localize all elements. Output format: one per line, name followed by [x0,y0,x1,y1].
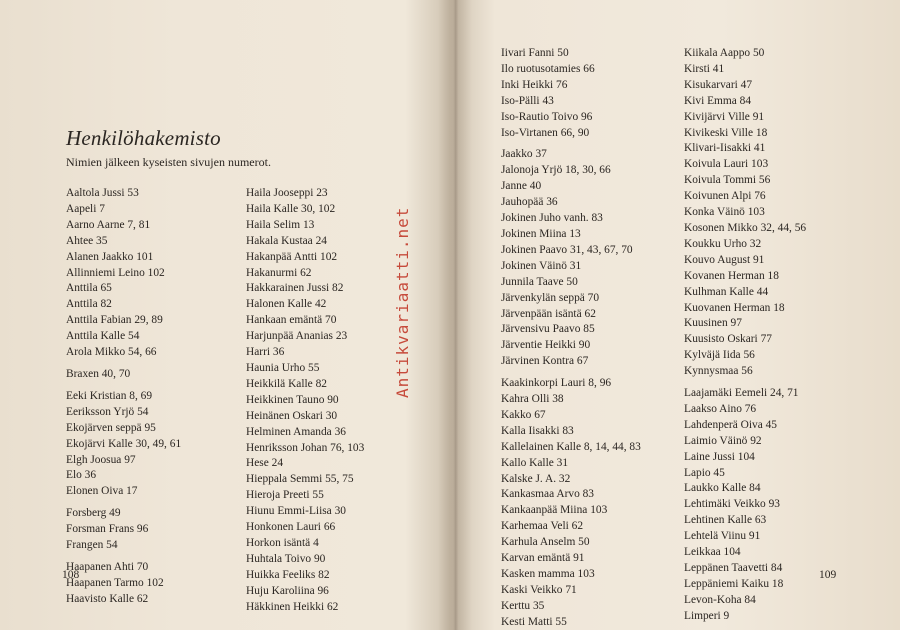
index-entry: Laukko Kalle 84 [684,482,761,495]
index-entry: Kesti Matti 55 [501,615,567,628]
index-entry: Jaakko 37 [501,148,547,161]
index-entry: Kallo Kalle 31 [501,456,569,469]
index-entry: Allinniemi Leino 102 [66,266,165,279]
index-entry: Hieppala Semmi 55, 75 [246,473,354,486]
index-entry: Kovanen Herman 18 [684,269,779,282]
index-entry: Forsman Frans 96 [66,523,149,536]
index-entry: Kirsti 41 [684,62,725,75]
index-entry: Kasken mamma 103 [501,568,595,580]
index-entry: Hakala Kustaa 24 [246,234,327,247]
index-entry: Elgh Joosua 97 [66,453,136,466]
index-entry: Heikkilä Kalle 82 [246,377,327,390]
index-entry: Haunia Urho 55 [246,361,320,374]
index-entry: Kakko 67 [501,408,546,421]
index-entry: Kiikala Aappo 50 [684,47,765,59]
index-entry: Henriksson Johan 76, 103 [246,441,365,454]
index-entry: Laakso Aino 76 [684,402,757,415]
index-entry: Järventie Heikki 90 [501,339,591,352]
index-entry: Elonen Oiva 17 [66,485,138,498]
index-entry: Kivijärvi Ville 91 [684,110,765,123]
index-entry: Haavisto Kalle 62 [66,592,149,605]
index-entry: Huju Karoliina 96 [246,584,329,597]
index-entry: Konka Väinö 103 [684,206,765,219]
index-entry: Kuovanen Herman 18 [684,301,785,314]
index-group [66,560,181,608]
index-entry: Eeriksson Yrjö 54 [66,405,149,418]
index-entry: Iso-Rautio Toivo 96 [501,110,593,123]
index-column [246,186,364,621]
index-entry: Kylväjä Iida 56 [684,349,755,362]
index-entry: Hieroja Preeti 55 [246,489,324,502]
index-entry: Halonen Kalle 42 [246,298,327,311]
index-entry: Lahdenperä Oiva 45 [684,418,777,431]
index-entry: Iso-Virtanen 66, 90 [501,126,590,139]
page-title: Henkilöhakemisto [66,126,221,150]
index-entry: Aarno Aarne 7, 81 [66,218,151,231]
index-entry: Karhemaa Veli 62 [501,520,584,533]
index-entry: Huhtala Toivo 90 [246,552,326,565]
index-entry: Kuusinen 97 [684,317,742,330]
index-entry: Junnila Taave 50 [501,275,578,288]
index-entry: Laine Jussi 104 [684,450,755,463]
index-entry: Frangen 54 [66,539,118,552]
index-group [66,389,181,500]
index-entry: Elo 36 [66,469,97,482]
index-entry: Horkon isäntä 4 [246,536,319,549]
index-entry: Koivula Lauri 103 [684,158,769,171]
index-entry: Haila Jooseppi 23 [246,187,328,199]
index-group [66,506,181,554]
index-entry: Laajamäki Eemeli 24, 71 [684,387,799,400]
index-entry: Kivi Emma 84 [684,94,752,107]
index-entry: Hakanpää Antti 102 [246,250,338,263]
index-entry: Arola Mikko 54, 66 [66,346,157,359]
index-entry: Ekojärvi Kalle 30, 49, 61 [66,437,182,450]
index-group [501,46,641,141]
index-entry: Laimio Väinö 92 [684,434,762,447]
page-number: 108 [62,569,80,581]
watermark-text: Antikvariaatti.net [393,206,412,398]
index-entry: Eeki Kristian 8, 69 [66,389,153,402]
index-entry: Kulhman Kalle 44 [684,285,769,298]
index-entry: Hakanurmi 62 [246,266,312,279]
index-entry: Haapanen Ahti 70 [66,560,149,573]
index-entry: Anttila 82 [66,298,112,311]
index-entry: Leppänen Taavetti 84 [684,562,783,574]
index-entry: Kallelainen Kalle 8, 14, 44, 83 [501,440,641,453]
index-entry: Karhula Anselm 50 [501,536,590,549]
index-entry: Kahra Olli 38 [501,393,564,406]
index-entry: Jokinen Juho vanh. 83 [501,212,603,225]
index-entry: Kalske J. A. 32 [501,472,571,485]
index-entry: Järvenkylän seppä 70 [501,291,600,304]
index-entry: Ekojärven seppä 95 [66,421,156,434]
index-entry: Kynnysmaa 56 [684,365,753,378]
index-entry: Haapanen Tarmo 102 [66,576,164,589]
index-entry: Kouvo August 91 [684,253,765,266]
index-group [684,46,806,380]
index-entry: Anttila 65 [66,282,112,295]
index-entry: Lehtelä Viinu 91 [684,530,761,543]
index-entry: Kuusisto Oskari 77 [684,333,772,346]
index-column [684,46,806,630]
index-entry: Inki Heikki 76 [501,78,568,91]
index-entry: Järvensivu Paavo 85 [501,323,595,336]
index-entry: Limperi 9 [684,609,730,622]
index-entry: Jokinen Väinö 31 [501,259,582,272]
index-entry: Järvinen Kontra 67 [501,355,589,368]
index-group [501,376,641,630]
index-group [66,186,181,361]
index-entry: Järvenpään isäntä 62 [501,307,596,320]
index-entry: Braxen 40, 70 [66,367,131,380]
index-entry: Kisukarvari 47 [684,78,753,91]
index-entry: Iso-Pälli 43 [501,94,554,107]
page-number: 109 [819,569,837,581]
index-entry: Jalonoja Yrjö 18, 30, 66 [501,164,611,177]
index-entry: Janne 40 [501,180,542,193]
index-entry: Honkonen Lauri 66 [246,521,336,534]
index-entry: Koukku Urho 32 [684,237,762,250]
index-entry: Haila Selim 13 [246,218,315,231]
index-entry: Jokinen Miina 13 [501,227,581,240]
index-entry: Lehtimäki Veikko 93 [684,498,780,511]
index-entry: Anttila Kalle 54 [66,330,140,343]
index-entry: Kankaanpää Miina 103 [501,504,608,517]
index-group [66,367,181,383]
index-entry: Helminen Amanda 36 [246,425,346,438]
index-entry: Hiunu Emmi-Liisa 30 [246,505,346,518]
index-entry: Ilo ruotusotamies 66 [501,62,595,75]
index-entry: Aaltola Jussi 53 [66,187,139,199]
index-entry: Heikkinen Tauno 90 [246,393,339,406]
index-entry: Klivari-Iisakki 41 [684,142,766,155]
index-entry: Kivikeski Ville 18 [684,126,768,139]
index-entry: Anttila Fabian 29, 89 [66,314,163,327]
index-entry: Huikka Feeliks 82 [246,568,330,581]
index-entry: Kerttu 35 [501,599,545,612]
index-group [246,186,364,615]
index-entry: Koivula Tommi 56 [684,174,771,187]
index-column [66,186,181,614]
index-entry: Lehtinen Kalle 63 [684,514,767,527]
index-entry: Häkkinen Heikki 62 [246,600,339,613]
index-entry: Iivari Fanni 50 [501,47,569,59]
index-entry: Leikkaa 104 [684,546,741,559]
index-entry: Karvan emäntä 91 [501,552,585,565]
index-entry: Alanen Jaakko 101 [66,250,154,263]
index-entry: Forsberg 49 [66,507,121,520]
index-entry: Kaakinkorpi Lauri 8, 96 [501,377,612,390]
index-entry: Leppäniemi Kaiku 18 [684,577,784,590]
index-entry: Lapio 45 [684,466,725,479]
index-entry: Harjunpää Ananias 23 [246,330,348,343]
index-column [501,46,641,630]
index-group [501,147,641,370]
index-entry: Kaski Veikko 71 [501,583,577,596]
index-entry: Jokinen Paavo 31, 43, 67, 70 [501,243,633,256]
index-entry: Hakkarainen Jussi 82 [246,282,344,295]
index-entry: Koivunen Alpi 76 [684,190,766,203]
index-entry: Harri 36 [246,346,285,359]
index-entry: Aapeli 7 [66,202,105,215]
index-entry: Haila Kalle 30, 102 [246,202,336,215]
index-entry: Heinänen Oskari 30 [246,409,338,422]
right-page [450,0,900,630]
index-entry: Ahtee 35 [66,234,108,247]
index-entry: Kankasmaa Arvo 83 [501,488,594,501]
index-entry: Jauhopää 36 [501,196,558,209]
index-group [684,386,806,625]
index-entry: Hankaan emäntä 70 [246,314,337,327]
index-entry: Kalla Iisakki 83 [501,424,574,437]
index-entry: Hese 24 [246,457,284,470]
page-subtitle: Nimien jälkeen kyseisten sivujen numerot. [66,155,271,169]
index-entry: Levon-Koha 84 [684,593,756,606]
index-entry: Kosonen Mikko 32, 44, 56 [684,221,807,234]
